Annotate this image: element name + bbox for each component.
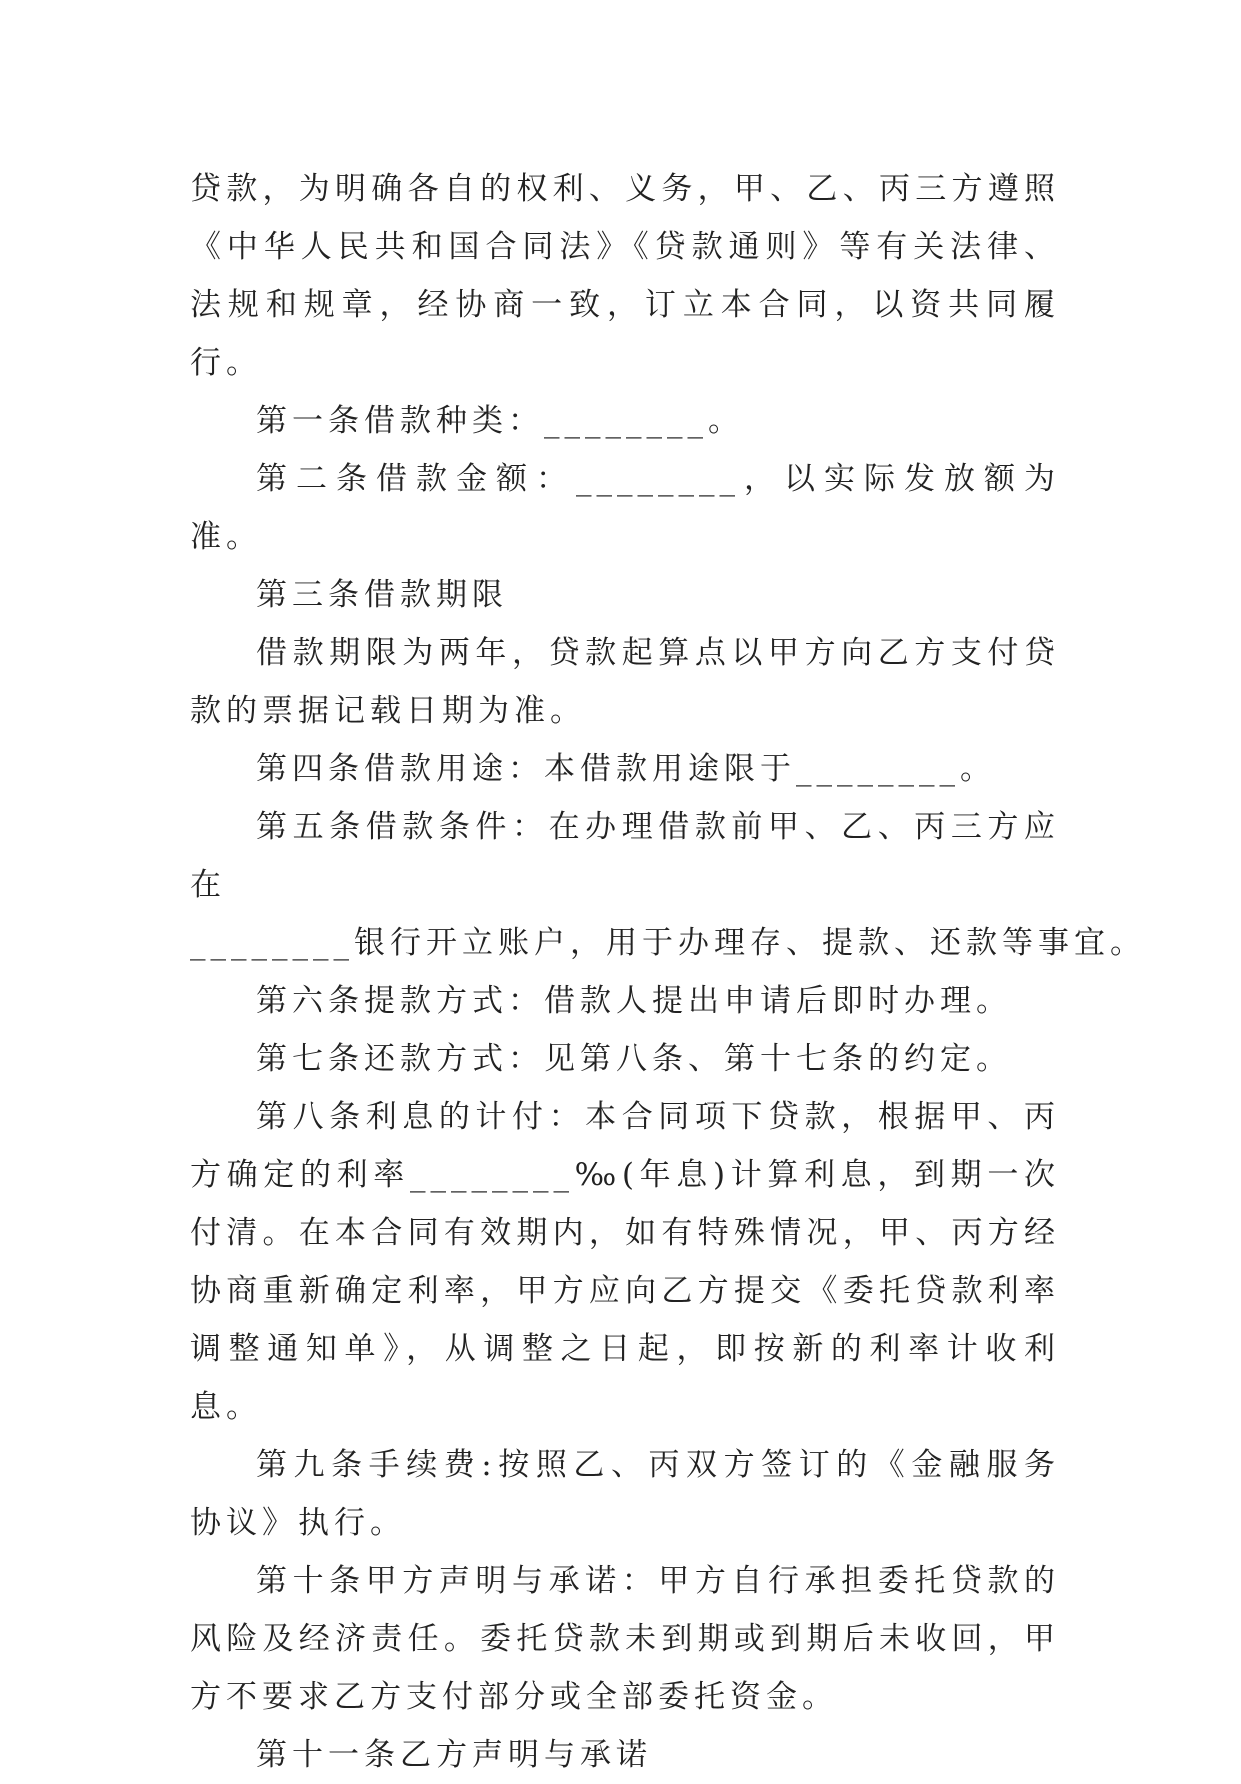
paragraph-article-8: 第八条利息的计付：本合同项下贷款，根据甲、丙方确定的利率________‰(年息)计算利息，到期一次付清。在本合同有效期内，如有特殊情况，甲、丙方经协商重新确定利率，甲方应向乙方提交《委托贷款利率调整通知单》，从调整之日起，即按新的利率计收利息。 (190, 1099, 1060, 1425)
paragraph-article-10: 第十条甲方声明与承诺：甲方自行承担委托贷款的风险及经济责任。委托贷款未到期或到期后未收回，甲方不要求乙方支付部分或全部委托资金。 (190, 1563, 1060, 1715)
contract-body (190, 160, 1146, 1784)
paragraph-article-3-body: 借款期限为两年，贷款起算点以甲方向乙方支付贷款的票据记载日期为准。 (190, 635, 1060, 729)
paragraph-article-4: 第四条借款用途：本借款用途限于________。 (256, 751, 996, 787)
paragraph-article-1: 第一条借款种类：________。 (256, 403, 744, 439)
paragraph-article-11-heading: 第十一条乙方声明与承诺 (256, 1737, 652, 1773)
paragraph-article-5-line-1: 第五条借款条件：在办理借款前甲、乙、丙三方应在 (190, 809, 1060, 903)
paragraph-preamble: 贷款，为明确各自的权利、义务，甲、乙、丙三方遵照《中华人民共和国合同法》《贷款通则》等有关法律、法规和规章，经协商一致，订立本合同，以资共同履行。 (190, 171, 1060, 381)
paragraph-article-5-line-2: ________银行开立账户，用于办理存、提款、还款等事宜。 (190, 925, 1146, 961)
paragraph-article-9: 第九条手续费:按照乙、丙双方签订的《金融服务协议》执行。 (190, 1447, 1060, 1541)
paragraph-article-2: 第二条借款金额：________，以实际发放额为准。 (190, 461, 1060, 555)
paragraph-article-3-heading: 第三条借款期限 (256, 577, 508, 613)
paragraph-article-6: 第六条提款方式：借款人提出申请后即时办理。 (256, 983, 1012, 1019)
paragraph-article-7: 第七条还款方式：见第八条、第十七条的约定。 (256, 1041, 1012, 1077)
